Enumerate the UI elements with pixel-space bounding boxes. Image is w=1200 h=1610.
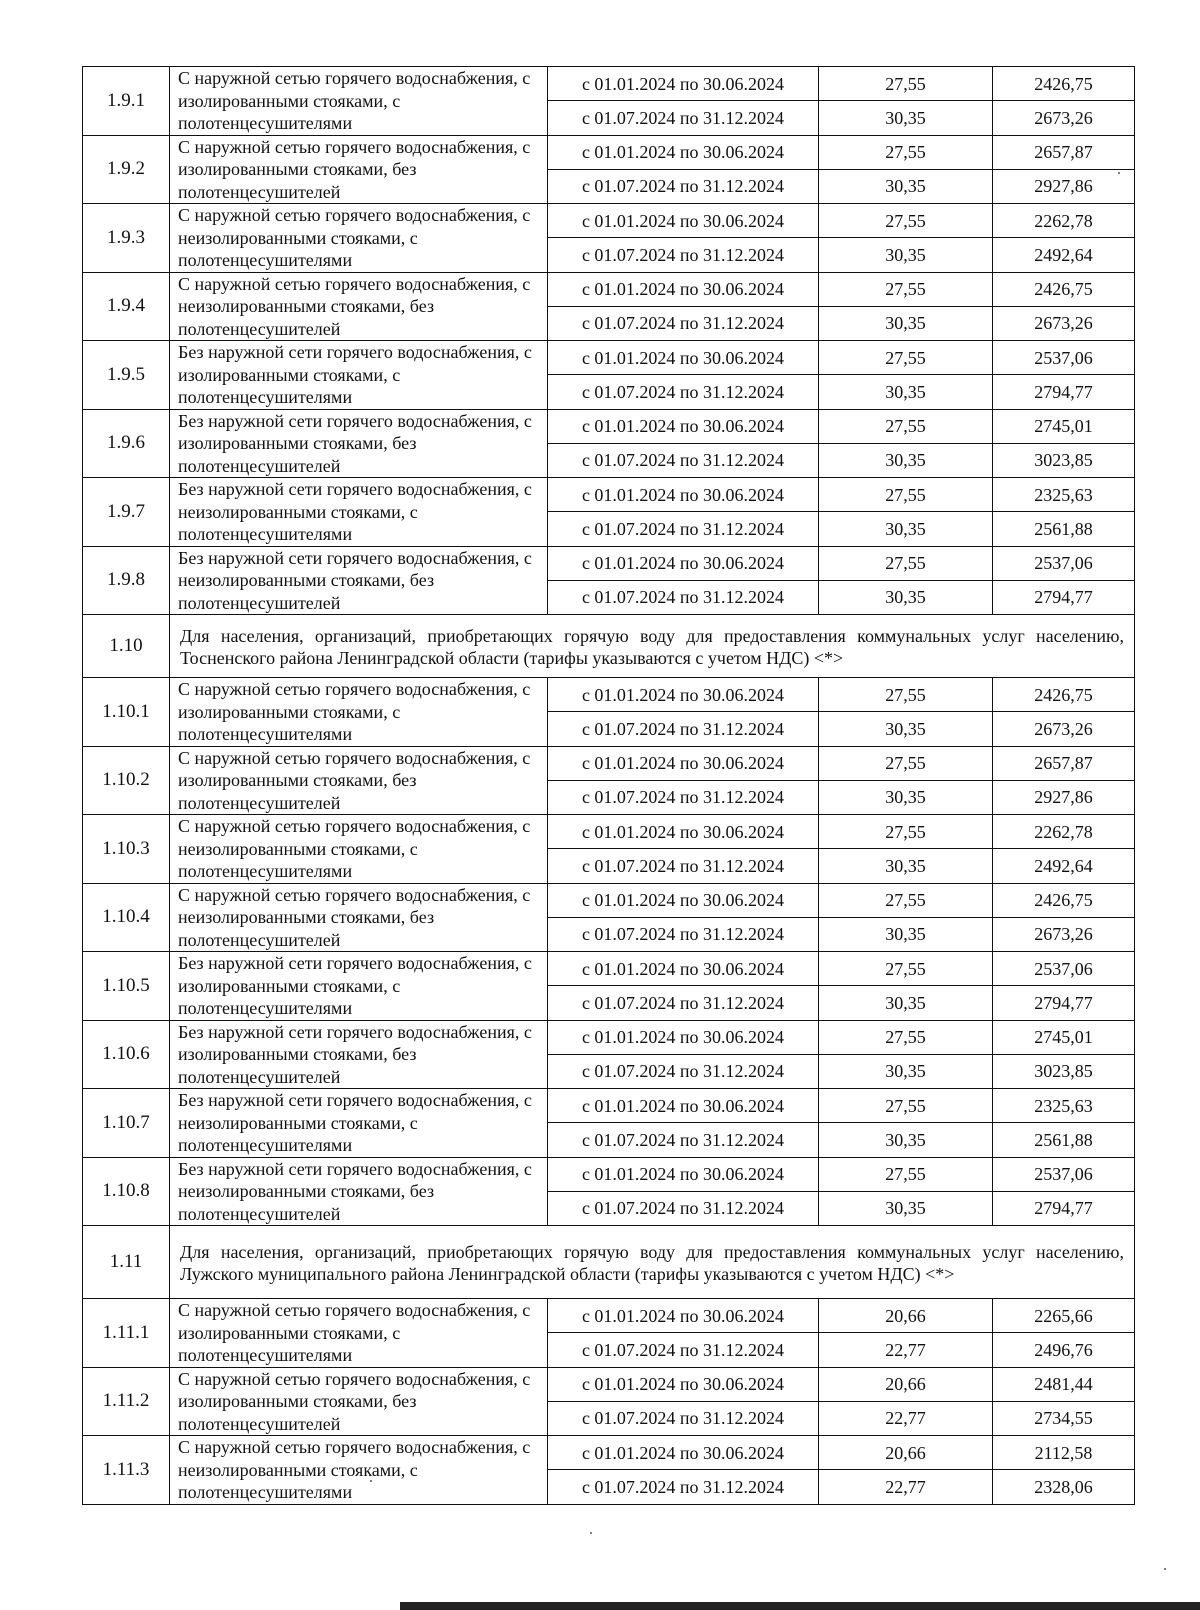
item-description: Без наружной сети горячего водоснабжения, с изолированными стояками, без полотенцесушителей [170, 409, 548, 478]
tariff-table-body [83, 67, 1135, 1505]
period-cell: с 01.07.2024 по 31.12.2024 [548, 986, 819, 1020]
period-cell: с 01.07.2024 по 31.12.2024 [548, 512, 819, 546]
rate-cell: 30,35 [819, 986, 993, 1020]
item-description: С наружной сетью горячего водоснабжения, с неизолированными стояками, с полотенцесушителями [170, 1436, 548, 1505]
price-cell: 2112,58 [993, 1436, 1135, 1470]
period-cell: с 01.07.2024 по 31.12.2024 [548, 849, 819, 883]
item-number: 1.11.2 [83, 1367, 170, 1436]
rate-cell: 27,55 [819, 746, 993, 780]
rate-cell: 27,55 [819, 678, 993, 712]
price-cell: 2325,63 [993, 478, 1135, 512]
rate-cell: 27,55 [819, 67, 993, 101]
item-description: С наружной сетью горячего водоснабжения, с неизолированными стояками, без полотенцесушителей [170, 272, 548, 341]
item-description: Без наружной сети горячего водоснабжения, с неизолированными стояками, с полотенцесушителями [170, 1089, 548, 1158]
period-cell: с 01.07.2024 по 31.12.2024 [548, 1333, 819, 1367]
item-number: 1.9.8 [83, 546, 170, 615]
period-cell: с 01.01.2024 по 30.06.2024 [548, 1436, 819, 1470]
section-number: 1.11 [83, 1226, 170, 1299]
rate-cell: 30,35 [819, 1054, 993, 1088]
table-row [83, 746, 1135, 780]
period-cell: с 01.01.2024 по 30.06.2024 [548, 952, 819, 986]
price-cell: 2262,78 [993, 204, 1135, 238]
item-description: С наружной сетью горячего водоснабжения, с изолированными стояками, с полотенцесушителями [170, 1299, 548, 1368]
table-row [83, 1436, 1135, 1470]
rate-cell: 27,55 [819, 272, 993, 306]
item-number: 1.9.6 [83, 409, 170, 478]
period-cell: с 01.01.2024 по 30.06.2024 [548, 67, 819, 101]
price-cell: 2927,86 [993, 780, 1135, 814]
period-cell: с 01.07.2024 по 31.12.2024 [548, 1123, 819, 1157]
rate-cell: 27,55 [819, 1089, 993, 1123]
item-description: Без наружной сети горячего водоснабжения, с неизолированными стояками, без полотенцесушителей [170, 1157, 548, 1226]
item-number: 1.10.6 [83, 1020, 170, 1089]
rate-cell: 27,55 [819, 1020, 993, 1054]
price-cell: 2537,06 [993, 952, 1135, 986]
item-description: С наружной сетью горячего водоснабжения, с неизолированными стояками, с полотенцесушителями [170, 204, 548, 273]
rate-cell: 27,55 [819, 952, 993, 986]
section-number: 1.10 [83, 615, 170, 678]
rate-cell: 30,35 [819, 306, 993, 340]
item-number: 1.9.1 [83, 67, 170, 136]
item-number: 1.9.7 [83, 478, 170, 547]
period-cell: с 01.01.2024 по 30.06.2024 [548, 341, 819, 375]
item-number: 1.10.3 [83, 815, 170, 884]
table-row [83, 678, 1135, 712]
item-description: С наружной сетью горячего водоснабжения, с изолированными стояками, с полотенцесушителями [170, 678, 548, 747]
table-row [83, 272, 1135, 306]
rate-cell: 27,55 [819, 815, 993, 849]
rate-cell: 27,55 [819, 546, 993, 580]
price-cell: 2325,63 [993, 1089, 1135, 1123]
item-number: 1.9.3 [83, 204, 170, 273]
rate-cell: 30,35 [819, 512, 993, 546]
item-number: 1.11.1 [83, 1299, 170, 1368]
period-cell: с 01.01.2024 по 30.06.2024 [548, 1299, 819, 1333]
rate-cell: 20,66 [819, 1436, 993, 1470]
rate-cell: 30,35 [819, 238, 993, 272]
price-cell: 2426,75 [993, 678, 1135, 712]
item-number: 1.10.2 [83, 746, 170, 815]
price-cell: 2794,77 [993, 375, 1135, 409]
price-cell: 2673,26 [993, 712, 1135, 746]
table-row [83, 1020, 1135, 1054]
price-cell: 2734,55 [993, 1401, 1135, 1435]
item-description: Без наружной сети горячего водоснабжения, с изолированными стояками, с полотенцесушителями [170, 952, 548, 1021]
scan-speck [370, 1480, 372, 1482]
table-row [83, 815, 1135, 849]
price-cell: 2673,26 [993, 306, 1135, 340]
period-cell: с 01.01.2024 по 30.06.2024 [548, 883, 819, 917]
price-cell: 2794,77 [993, 986, 1135, 1020]
rate-cell: 27,55 [819, 135, 993, 169]
price-cell: 2657,87 [993, 746, 1135, 780]
rate-cell: 22,77 [819, 1470, 993, 1504]
price-cell: 2745,01 [993, 409, 1135, 443]
item-number: 1.11.3 [83, 1436, 170, 1505]
price-cell: 2492,64 [993, 238, 1135, 272]
item-description: С наружной сетью горячего водоснабжения, с изолированными стояками, без полотенцесушителей [170, 135, 548, 204]
period-cell: с 01.07.2024 по 31.12.2024 [548, 580, 819, 614]
price-cell: 2561,88 [993, 1123, 1135, 1157]
period-cell: с 01.07.2024 по 31.12.2024 [548, 1470, 819, 1504]
item-number: 1.10.5 [83, 952, 170, 1021]
price-cell: 2794,77 [993, 580, 1135, 614]
rate-cell: 22,77 [819, 1333, 993, 1367]
price-cell: 2794,77 [993, 1191, 1135, 1225]
rate-cell: 22,77 [819, 1401, 993, 1435]
price-cell: 3023,85 [993, 443, 1135, 477]
period-cell: с 01.07.2024 по 31.12.2024 [548, 712, 819, 746]
table-row [83, 1299, 1135, 1333]
price-cell: 2262,78 [993, 815, 1135, 849]
document-page [82, 66, 1134, 1505]
rate-cell: 30,35 [819, 849, 993, 883]
price-cell: 2537,06 [993, 341, 1135, 375]
table-row [83, 883, 1135, 917]
rate-cell: 30,35 [819, 917, 993, 951]
table-row [83, 546, 1135, 580]
price-cell: 2673,26 [993, 101, 1135, 135]
scan-speck [1118, 172, 1120, 174]
price-cell: 2426,75 [993, 67, 1135, 101]
rate-cell: 27,55 [819, 204, 993, 238]
item-number: 1.9.2 [83, 135, 170, 204]
price-cell: 2496,76 [993, 1333, 1135, 1367]
table-row [83, 341, 1135, 375]
rate-cell: 30,35 [819, 443, 993, 477]
price-cell: 2927,86 [993, 169, 1135, 203]
scan-speck [590, 1532, 592, 1534]
table-row [83, 952, 1135, 986]
scan-bottom-edge [400, 1602, 1200, 1610]
price-cell: 2426,75 [993, 883, 1135, 917]
period-cell: с 01.07.2024 по 31.12.2024 [548, 780, 819, 814]
scan-speck [1164, 1568, 1166, 1570]
rate-cell: 27,55 [819, 883, 993, 917]
rate-cell: 30,35 [819, 169, 993, 203]
section-title: Для населения, организаций, приобретающих горячую воду для предоставления коммунальных услуг населению, Лужского муниципального района Ленинградской области (тарифы указываются с учетом НДС) <*> [170, 1226, 1135, 1299]
price-cell: 2561,88 [993, 512, 1135, 546]
period-cell: с 01.01.2024 по 30.06.2024 [548, 815, 819, 849]
section-header-row [83, 1226, 1135, 1299]
rate-cell: 27,55 [819, 1157, 993, 1191]
section-title: Для населения, организаций, приобретающих горячую воду для предоставления коммунальных услуг населению, Тосненского района Ленинградской области (тарифы указываются с учетом НДС) <*> [170, 615, 1135, 678]
price-cell: 2537,06 [993, 546, 1135, 580]
period-cell: с 01.07.2024 по 31.12.2024 [548, 375, 819, 409]
table-row [83, 1367, 1135, 1401]
period-cell: с 01.07.2024 по 31.12.2024 [548, 1191, 819, 1225]
table-row [83, 1089, 1135, 1123]
price-cell: 2426,75 [993, 272, 1135, 306]
period-cell: с 01.01.2024 по 30.06.2024 [548, 678, 819, 712]
period-cell: с 01.07.2024 по 31.12.2024 [548, 917, 819, 951]
rate-cell: 30,35 [819, 1191, 993, 1225]
item-description: С наружной сетью горячего водоснабжения, с неизолированными стояками, с полотенцесушителями [170, 815, 548, 884]
price-cell: 2745,01 [993, 1020, 1135, 1054]
price-cell: 2481,44 [993, 1367, 1135, 1401]
price-cell: 3023,85 [993, 1054, 1135, 1088]
price-cell: 2657,87 [993, 135, 1135, 169]
rate-cell: 30,35 [819, 780, 993, 814]
table-row [83, 1157, 1135, 1191]
period-cell: с 01.07.2024 по 31.12.2024 [548, 101, 819, 135]
rate-cell: 30,35 [819, 580, 993, 614]
period-cell: с 01.01.2024 по 30.06.2024 [548, 1089, 819, 1123]
period-cell: с 01.01.2024 по 30.06.2024 [548, 1157, 819, 1191]
section-header-row [83, 615, 1135, 678]
period-cell: с 01.01.2024 по 30.06.2024 [548, 135, 819, 169]
item-description: Без наружной сети горячего водоснабжения, с неизолированными стояками, с полотенцесушителями [170, 478, 548, 547]
item-description: С наружной сетью горячего водоснабжения, с неизолированными стояками, без полотенцесушителей [170, 883, 548, 952]
tariff-table [82, 66, 1135, 1505]
item-number: 1.10.8 [83, 1157, 170, 1226]
rate-cell: 30,35 [819, 1123, 993, 1157]
item-number: 1.10.1 [83, 678, 170, 747]
rate-cell: 30,35 [819, 101, 993, 135]
rate-cell: 20,66 [819, 1299, 993, 1333]
item-description: Без наружной сети горячего водоснабжения, с изолированными стояками, с полотенцесушителями [170, 341, 548, 410]
period-cell: с 01.01.2024 по 30.06.2024 [548, 272, 819, 306]
item-description: С наружной сетью горячего водоснабжения, с изолированными стояками, без полотенцесушителей [170, 1367, 548, 1436]
item-number: 1.9.4 [83, 272, 170, 341]
period-cell: с 01.01.2024 по 30.06.2024 [548, 204, 819, 238]
price-cell: 2328,06 [993, 1470, 1135, 1504]
item-number: 1.10.4 [83, 883, 170, 952]
price-cell: 2492,64 [993, 849, 1135, 883]
item-number: 1.9.5 [83, 341, 170, 410]
period-cell: с 01.07.2024 по 31.12.2024 [548, 169, 819, 203]
table-row [83, 67, 1135, 101]
table-row [83, 409, 1135, 443]
period-cell: с 01.07.2024 по 31.12.2024 [548, 238, 819, 272]
period-cell: с 01.07.2024 по 31.12.2024 [548, 1401, 819, 1435]
price-cell: 2265,66 [993, 1299, 1135, 1333]
table-row [83, 135, 1135, 169]
period-cell: с 01.01.2024 по 30.06.2024 [548, 746, 819, 780]
period-cell: с 01.07.2024 по 31.12.2024 [548, 443, 819, 477]
rate-cell: 20,66 [819, 1367, 993, 1401]
period-cell: с 01.01.2024 по 30.06.2024 [548, 409, 819, 443]
item-description: Без наружной сети горячего водоснабжения, с неизолированными стояками, без полотенцесушителей [170, 546, 548, 615]
rate-cell: 30,35 [819, 712, 993, 746]
item-description: С наружной сетью горячего водоснабжения, с изолированными стояками, без полотенцесушителей [170, 746, 548, 815]
rate-cell: 27,55 [819, 478, 993, 512]
rate-cell: 27,55 [819, 341, 993, 375]
price-cell: 2537,06 [993, 1157, 1135, 1191]
item-description: Без наружной сети горячего водоснабжения, с изолированными стояками, без полотенцесушителей [170, 1020, 548, 1089]
period-cell: с 01.01.2024 по 30.06.2024 [548, 546, 819, 580]
item-number: 1.10.7 [83, 1089, 170, 1158]
table-row [83, 204, 1135, 238]
period-cell: с 01.07.2024 по 31.12.2024 [548, 306, 819, 340]
item-description: С наружной сетью горячего водоснабжения, с изолированными стояками, с полотенцесушителями [170, 67, 548, 136]
period-cell: с 01.01.2024 по 30.06.2024 [548, 1367, 819, 1401]
rate-cell: 27,55 [819, 409, 993, 443]
period-cell: с 01.01.2024 по 30.06.2024 [548, 1020, 819, 1054]
table-row [83, 478, 1135, 512]
price-cell: 2673,26 [993, 917, 1135, 951]
period-cell: с 01.07.2024 по 31.12.2024 [548, 1054, 819, 1088]
period-cell: с 01.01.2024 по 30.06.2024 [548, 478, 819, 512]
rate-cell: 30,35 [819, 375, 993, 409]
